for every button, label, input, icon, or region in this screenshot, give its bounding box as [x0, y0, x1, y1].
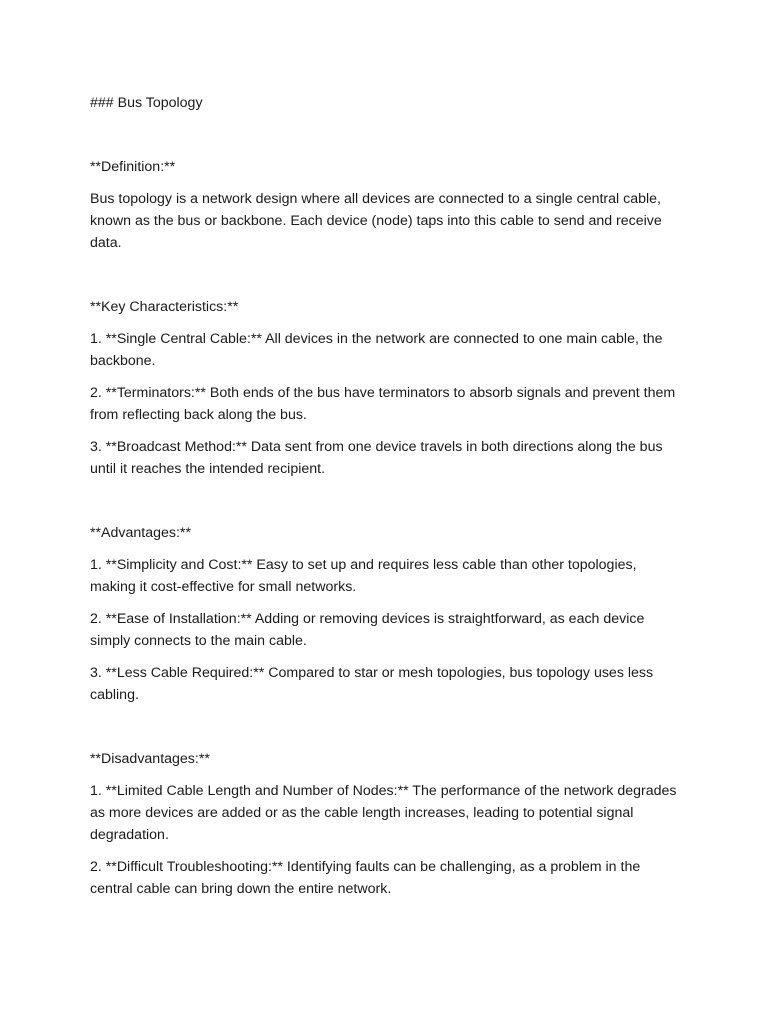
key-characteristics-heading: **Key Characteristics:**	[90, 299, 239, 315]
disadvantage-item: 2. **Difficult Troubleshooting:** Identifying faults can be challenging, as a problem in the central cable can bring down the entire network.	[90, 859, 641, 897]
advantages-heading: **Advantages:**	[90, 525, 191, 541]
disadvantages-heading: **Disadvantages:**	[90, 751, 210, 767]
advantage-item: 2. **Ease of Installation:** Adding or removing devices is straightforward, as each device simply connects to the main cable.	[90, 611, 645, 649]
document-title: ### Bus Topology	[90, 95, 203, 111]
key-characteristic-item: 2. **Terminators:** Both ends of the bus have terminators to absorb signals and prevent them from reflecting back along the bus.	[90, 385, 676, 423]
advantage-item: 1. **Simplicity and Cost:** Easy to set up and requires less cable than other topologies, making it cost-effective for small networks.	[90, 557, 637, 595]
advantage-item: 3. **Less Cable Required:** Compared to star or mesh topologies, bus topology uses less cabling.	[90, 665, 654, 703]
definition-text: Bus topology is a network design where all devices are connected to a single central cable, known as the bus or backbone. Each device (node) taps into this cable to send and receive data.	[90, 191, 662, 251]
disadvantages-section	[90, 748, 678, 900]
key-characteristics-section	[90, 296, 678, 480]
definition-section	[90, 156, 678, 254]
disadvantage-item: 1. **Limited Cable Length and Number of Nodes:** The performance of the network degrades as more devices are added or as the cable length increases, leading to potential signal degradation.	[90, 783, 677, 843]
key-characteristic-item: 1. **Single Central Cable:** All devices in the network are connected to one main cable, the backbone.	[90, 331, 663, 369]
advantages-section	[90, 522, 678, 706]
definition-heading: **Definition:**	[90, 159, 176, 175]
key-characteristic-item: 3. **Broadcast Method:** Data sent from one device travels in both directions along the bus until it reaches the intended recipient.	[90, 439, 663, 477]
